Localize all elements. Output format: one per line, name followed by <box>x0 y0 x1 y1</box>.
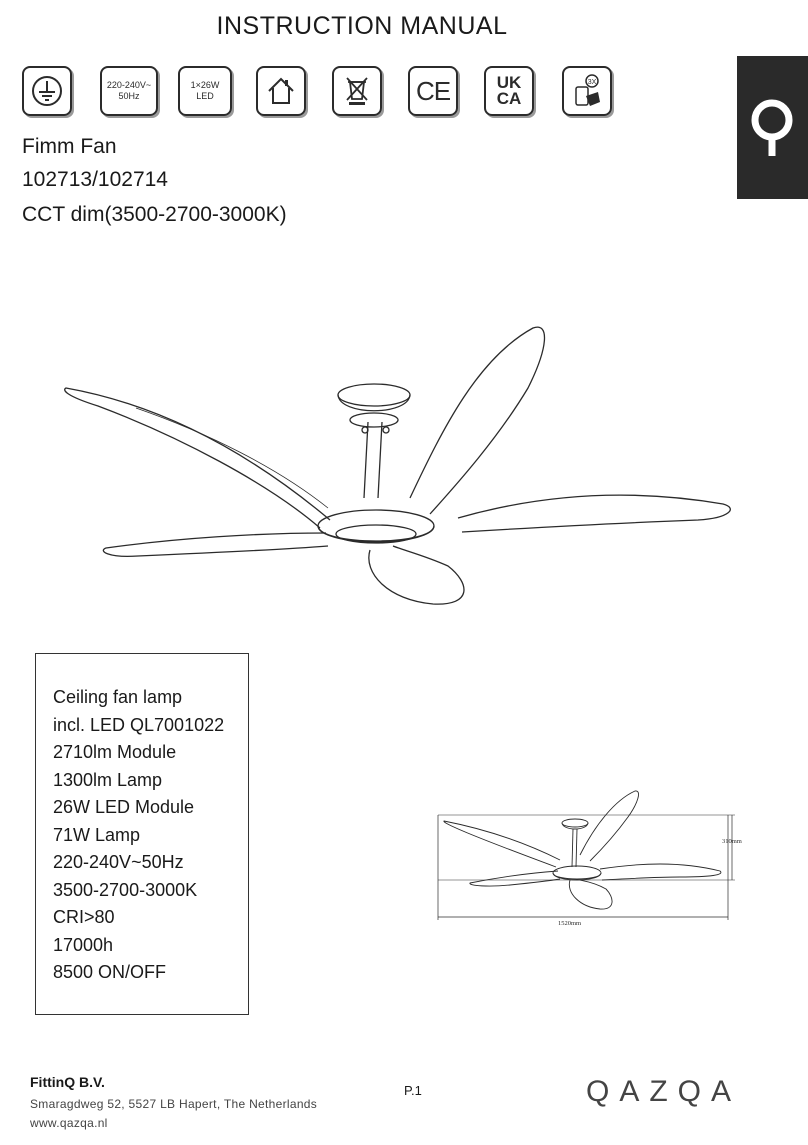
spec-item: 71W Lamp <box>53 824 141 845</box>
spec-list <box>53 684 224 987</box>
led-power-icon <box>178 66 232 116</box>
height-dimension-label: 310mm <box>722 838 742 845</box>
spec-item: incl. LED QL7001022 <box>53 714 225 735</box>
ceiling-fan-illustration <box>58 318 738 608</box>
spec-item: Ceiling fan lamp <box>53 687 183 707</box>
ce-mark-label: CE <box>415 76 451 106</box>
spec-item: 26W LED Module <box>53 797 195 817</box>
frequency-label: 50Hz <box>118 91 140 101</box>
company-name: FittinQ B.V. <box>30 1074 105 1090</box>
fan-blade <box>103 533 328 556</box>
product-name: Fimm Fan <box>22 135 117 158</box>
fan-blade <box>458 495 730 532</box>
fan-blade <box>65 388 330 528</box>
spec-box <box>35 653 249 1015</box>
spec-item: 220-240V~50Hz <box>53 852 184 872</box>
spec-item: CRI>80 <box>53 907 115 927</box>
voltage-label: 220-240V~ <box>106 80 152 90</box>
width-dimension-label: 1520mm <box>558 920 582 927</box>
spec-item: 8500 ON/OFF <box>53 962 167 982</box>
product-cct: CCT dim(3500-2700-3000K) <box>22 203 287 226</box>
spec-item: 2710lm Module <box>53 742 177 762</box>
fan-blade <box>410 327 544 514</box>
page-number: P.1 <box>404 1083 422 1098</box>
remote-3x-icon <box>562 66 612 116</box>
indoor-use-icon <box>256 66 306 116</box>
weee-crossed-bin-icon <box>332 66 382 116</box>
ce-mark-icon <box>408 66 458 116</box>
led-type-label: LED <box>196 91 214 101</box>
spec-item: 17000h <box>53 934 114 955</box>
page-title: INSTRUCTION MANUAL <box>216 12 508 40</box>
earth-ground-icon <box>22 66 72 116</box>
fan-dimension-drawing <box>430 785 770 935</box>
led-watt-label: 1×26W <box>190 80 220 90</box>
company-address: Smaragdweg 52, 5527 LB Hapert, The Netherlands <box>30 1097 318 1111</box>
uk-label: UK <box>496 73 522 92</box>
voltage-icon <box>100 66 158 116</box>
remote-3x-label: 3X <box>587 79 597 86</box>
product-codes: 102713/102714 <box>22 168 168 191</box>
brand-tab <box>737 56 808 199</box>
qazqa-logo-icon <box>737 56 808 199</box>
ca-label: CA <box>496 89 522 108</box>
fan-blade <box>369 546 464 604</box>
spec-item: 3500-2700-3000K <box>53 879 198 900</box>
company-website: www.qazqa.nl <box>30 1116 108 1130</box>
spec-item: 1300lm Lamp <box>53 769 163 790</box>
brand-wordmark: QAZQA <box>586 1075 742 1108</box>
ukca-mark-icon <box>484 66 534 116</box>
